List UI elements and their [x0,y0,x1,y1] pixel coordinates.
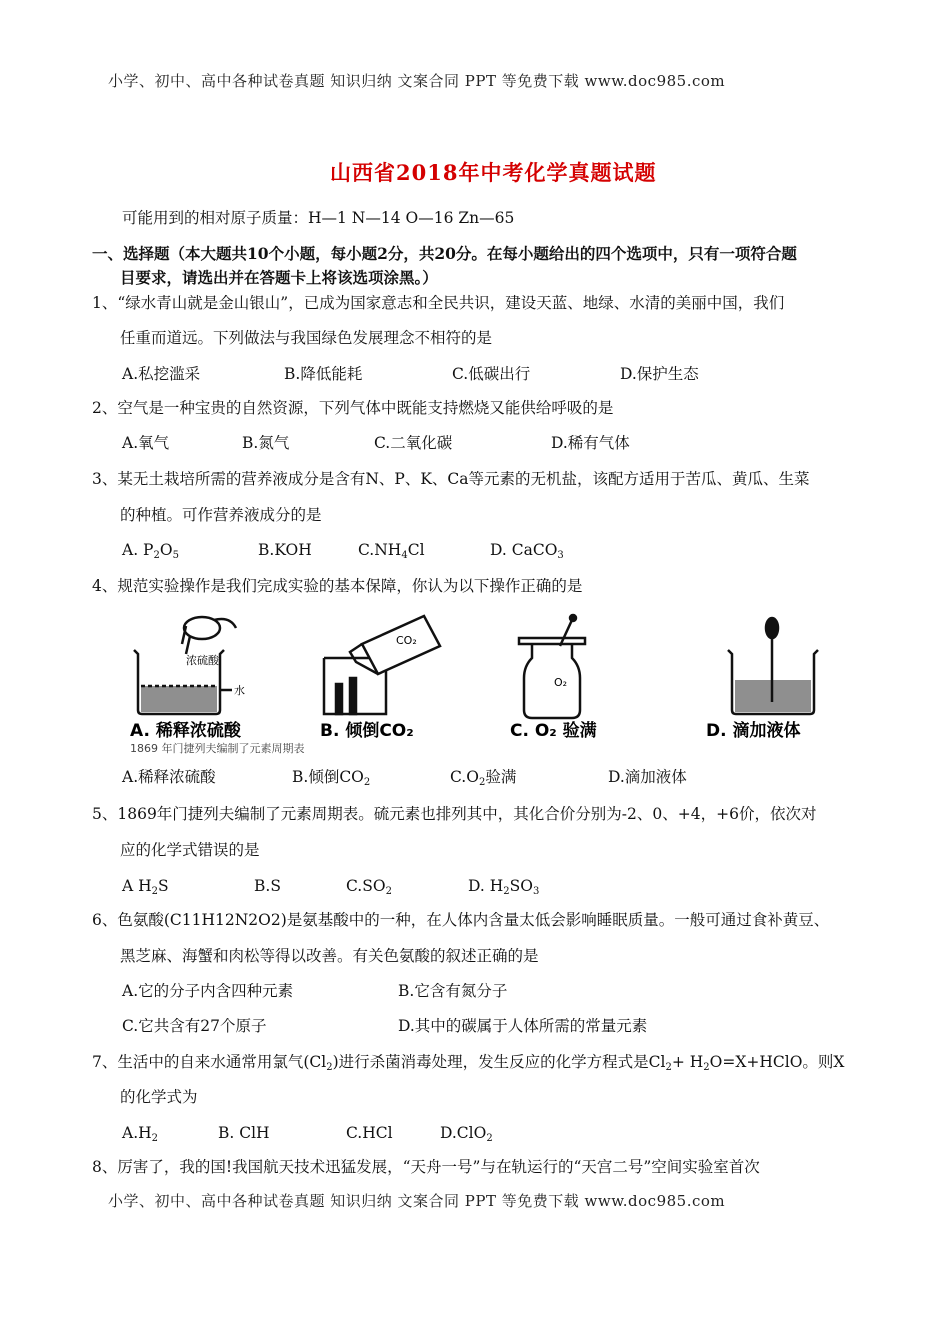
q4-stem-line1: 4、规范实验操作是我们完成实验的基本保障，你认为以下操作正确的是 [92,577,583,595]
q6-option-b: B.它含有氮分子 [398,982,508,1000]
q7-stem-line1: 7、生活中的自来水通常用氯气$(Cl_2)$进行杀菌消毒处理，发生反应的化学方程式是$Cl_2+$ $H_2O=X+HClO$。则X [92,1053,845,1073]
figure-b-pouring-co2 [324,616,440,714]
q2-stem-line1: 2、空气是一种宝贵的自然资源，下列气体中既能支持燃烧又能供给呼吸的是 [92,399,614,417]
q7-option-b: B. ClH [218,1124,270,1142]
q5-option-c: $C.SO_2$ [346,877,392,897]
figure-label-b: B. 倾倒CO₂ [320,721,414,741]
q7-option-a: $A.H_2$ [122,1124,159,1144]
q5-stem-line1: 5、1869年门捷列夫编制了元素周期表。硫元素也排列其中，其化合价分别为-2、0、+4，+6价，依次对 [92,805,817,823]
q2-option-b: B.氮气 [242,434,290,452]
q4-option-a: A.稀释浓硫酸 [122,768,216,786]
page-header: 小学、初中、高中各种试卷真题 知识归纳 文案合同 PPT 等免费下载 www.doc985.com [108,72,726,90]
atomic-masses: 可能用到的相对原子质量：H—1 N—14 O—16 Zn—65 [122,209,515,227]
q3-stem-line1: 3、某无土栽培所需的营养液成分是含有N、P、K、Ca等元素的无机盐，该配方适用于苦瓜、黄瓜、生菜 [92,470,810,488]
q1-option-d: D.保护生态 [620,365,699,383]
q1-option-a: A.私挖滥采 [122,365,201,383]
q8-stem-line1: 8、厉害了，我的国!我国航天技术迅猛发展，“天舟一号”与在轨运行的“天宫二号”空间实验室首次 [92,1158,760,1176]
q3-option-b: B.KOH [258,541,312,559]
figure-d-dropping-liquid [728,618,818,714]
q3-option-d: D. CaCO$_3$ [490,541,564,561]
q2-option-c: C.二氧化碳 [374,434,453,452]
figure-label-c: C. O₂ 验满 [510,721,597,741]
tag-o2: O₂ [554,676,568,689]
q4-option-c: $C.O_2$验满 [450,768,517,788]
figure-bleed-text: 1869 年门捷列夫编制了元素周期表 [130,742,305,755]
q3-option-c: $C.NH_4Cl$ [358,541,425,561]
q2-option-d: D.稀有气体 [551,434,630,452]
page-footer: 小学、初中、高中各种试卷真题 知识归纳 文案合同 PPT 等免费下载 www.doc985.com [108,1192,726,1210]
section-heading-line1: 一、选择题（本大题共10个小题，每小题2分，共20分。在每小题给出的四个选项中，只有一项符合题 [92,244,797,263]
q1-option-c: C.低碳出行 [452,365,531,383]
page-title: 山西省2018年中考化学真题试题 [330,160,657,185]
figure-label-d: D. 滴加液体 [706,721,801,741]
q6-option-a: A.它的分子内含四种元素 [122,982,294,1000]
tag-concentrated-acid: 浓硫酸 [186,654,219,667]
q3-stem-line2: 的种植。可作营养液成分的是 [120,506,322,524]
q1-option-b: B.降低能耗 [284,365,363,383]
figure-a-diluting-acid [134,617,236,714]
q5-stem-line2: 应的化学式错误的是 [120,841,260,859]
q5-option-b: B.S [254,877,281,895]
q6-option-c: C.它共含有27个原子 [122,1017,267,1035]
figure-c-o2-test [519,615,585,718]
section-heading-line2: 目要求，请选出并在答题卡上将该选项涂黑。） [120,268,438,287]
tag-co2: CO₂ [396,634,417,647]
q4-option-d: D.滴加液体 [608,768,687,786]
q4-option-b: B.倾倒$CO_2$ [292,768,371,788]
q3-option-a: A. $P_2O_5$ [122,541,179,561]
q1-stem-line2: 任重而道远。下列做法与我国绿色发展理念不相符的是 [120,329,493,347]
q5-option-d: D. $H_2SO_3$ [468,877,540,897]
q5-option-a: A $H_2S$ [122,877,169,897]
q7-option-d: D.ClO$_2$ [440,1124,493,1144]
tag-water: 水 [234,684,245,697]
q6-stem-line2: 黑芝麻、海蟹和肉松等得以改善。有关色氨酸的叙述正确的是 [120,947,539,965]
q6-option-d: D.其中的碳属于人体所需的常量元素 [398,1017,648,1035]
q1-stem-line1: 1、“绿水青山就是金山银山”，已成为国家意志和全民共识，建设天蓝、地绿、水清的美丽中国，我们 [92,294,785,312]
figure-label-a: A. 稀释浓硫酸 [130,721,241,741]
q7-option-c: C.HCl [346,1124,393,1142]
q7-stem-line2: 的化学式为 [120,1088,198,1106]
lab-operations-figure [124,614,828,755]
q6-stem-line1: 6、色氨酸(C11H12N2O2)是氨基酸中的一种，在人体内含量太低会影响睡眠质量。一般可通过食补黄豆、 [92,911,830,929]
q2-option-a: A.氧气 [122,434,170,452]
